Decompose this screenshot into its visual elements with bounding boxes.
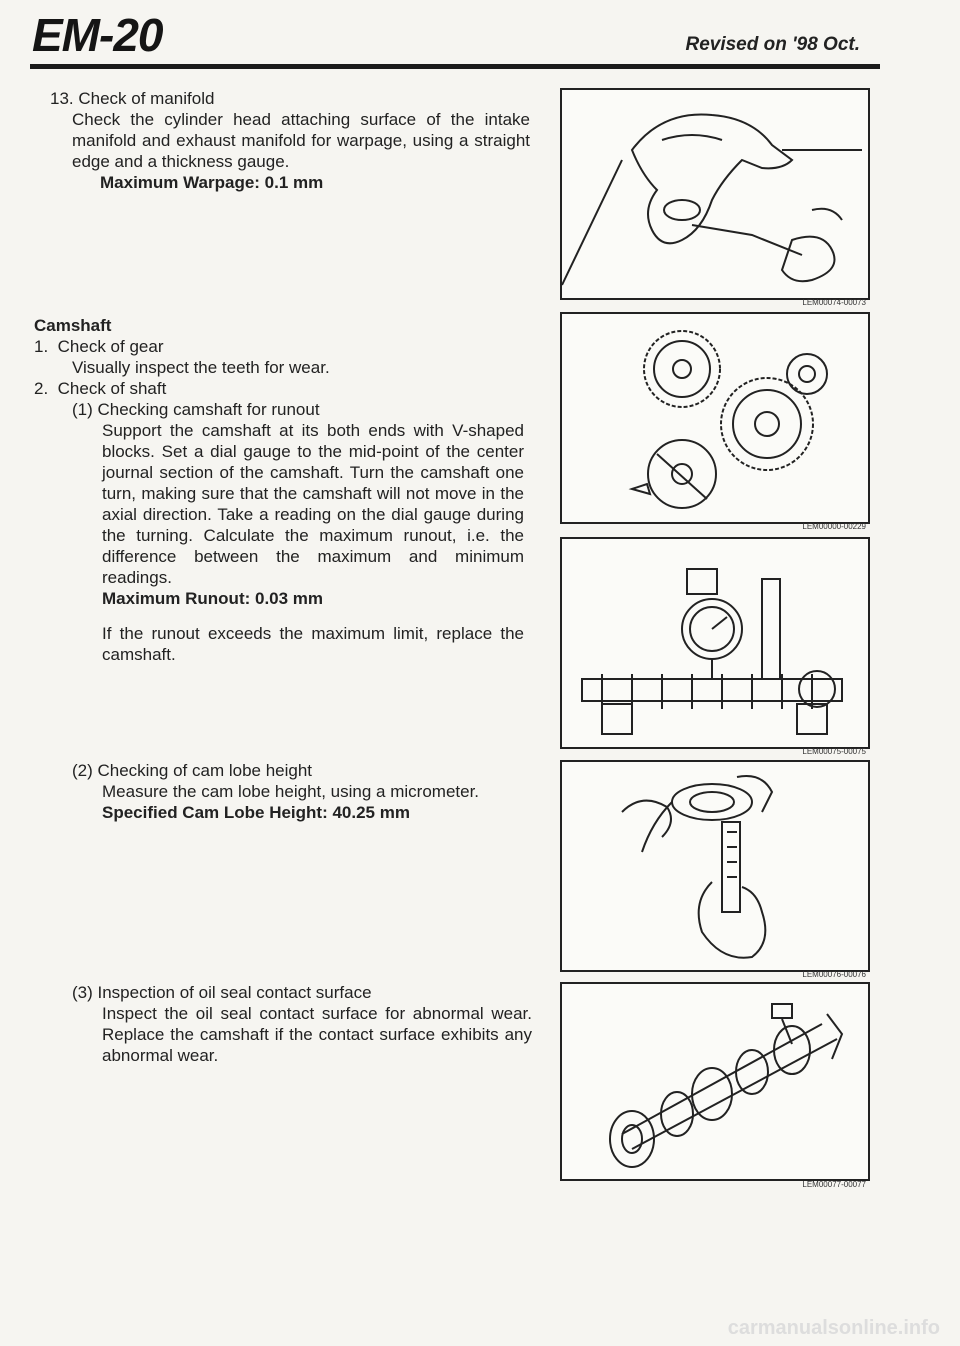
page-code: EM-20 [32,9,163,61]
figure-code: LEM00074-00073 [802,298,866,307]
gear-illustration [562,314,868,522]
figure-code: LEM00077-00077 [802,1180,866,1189]
runout-title: (1) Checking camshaft for runout [72,400,320,419]
lobe-title: (2) Checking of cam lobe height [72,761,313,780]
gear-figure [560,312,870,524]
figure-code: LEM00000-00229 [802,522,866,531]
camshaft-illustration [562,984,868,1179]
runout-note: If the runout exceeds the maximum limit, replace the camshaft. [102,624,524,664]
micrometer-illustration [562,762,868,970]
manifold-spec: Maximum Warpage: 0.1 mm [100,173,324,192]
step-number: 1. [34,337,49,356]
manifold-section [50,88,530,193]
lobe-figure [560,760,870,972]
lobe-spec: Specified Cam Lobe Height: 40.25 mm [102,803,410,822]
seal-body: Inspect the oil seal contact surface for abnormal wear. Replace the camshaft if the contact surface exhibits any abnormal wear. [102,1004,532,1065]
lobe-body: Measure the cam lobe height, using a micrometer. [102,782,480,801]
manifold-figure [560,88,870,300]
lobe-section [72,760,532,823]
camshaft-section [34,315,524,665]
step-title: Check of shaft [57,379,167,398]
header-rule [30,64,880,69]
manifold-illustration [562,90,868,298]
runout-spec: Maximum Runout: 0.03 mm [102,589,324,608]
step-title: Check of manifold [78,89,215,108]
dial-gauge-illustration [562,539,868,747]
revision-note: Revised on '98 Oct. [685,34,860,55]
seal-figure [560,982,870,1181]
step-number: 2. [34,379,49,398]
runout-body: Support the camshaft at its both ends with V-shaped blocks. Set a dial gauge to the mid-point of the center journal section of the camshaft. Turn the camshaft one turn, making sure that the camshaft will not move in the axial direction. Take a reading on the dial gauge during the turning. Calculate the maximum runout, i.e. the difference between the maximum and minimum readings. [102,421,524,587]
step-title: Check of gear [57,337,164,356]
section-heading: Camshaft [34,316,112,335]
figure-code: LEM00076-00076 [802,970,866,979]
gear-body: Visually inspect the teeth for wear. [72,358,330,377]
manifold-body: Check the cylinder head attaching surface of the intake manifold and exhaust manifold for warpage, using a straight edge and a thickness gauge. [72,110,530,171]
step-number: 13. [50,89,74,108]
runout-figure [560,537,870,749]
seal-title: (3) Inspection of oil seal contact surface [72,983,372,1002]
figure-code: LEM00075-00075 [802,747,866,756]
footer-watermark: carmanualsonline.info [727,1317,940,1339]
seal-section [72,982,532,1066]
